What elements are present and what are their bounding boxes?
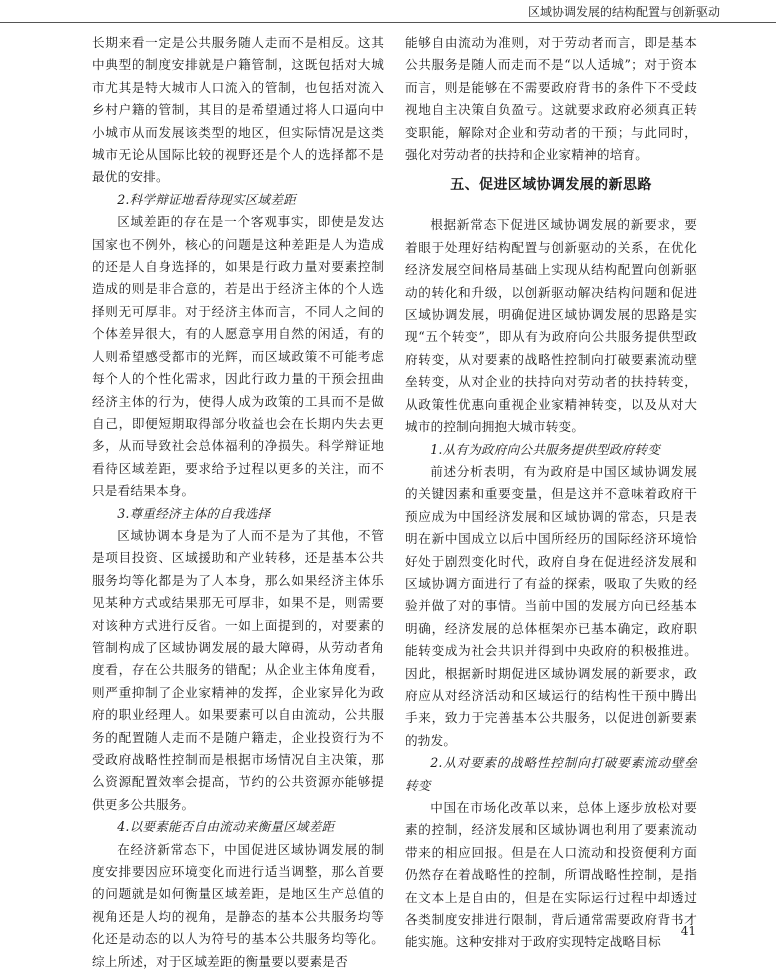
page-number: 41 [680, 924, 696, 938]
subheading: 3.尊重经济主体的自我选择 [117, 505, 271, 521]
right-column [405, 32, 697, 954]
subheading: 1.从有为政府向公共服务提供型政府转变 [430, 441, 661, 457]
running-title: 区域协调发展的结构配置与创新驱动 [527, 5, 720, 19]
left-column [92, 32, 384, 973]
running-header [0, 0, 776, 23]
subheading: 4.以要素能否自由流动来衡量区域差距 [117, 819, 335, 835]
subheading: 2.科学辩证地看待现实区域差距 [117, 191, 296, 207]
paragraph: 能够自由流动为准则，对于劳动者而言，即是基本公共服务是随人而走而不是“以人适城”；对于资本而言，则是能够在不需要政府背书的条件下不受歧视地自主决策自负盈亏。这就要求政府必须真正转变职能，解除对企业和劳动者的干预；与此同时，强化对劳动者的扶持和企业家精神的培育。 [405, 35, 697, 163]
paragraph: 根据新常态下促进区域协调发展的新要求，要着眼于处理好结构配置与创新驱动的关系，在优化经济发展空间格局基础上实现从结构配置向创新驱动的转化和升级，以创新驱动解决结构问题和促进区域协调发展，明确促进区域协调发展的思路是实现“五个转变”，即从有为政府向公共服务提供型政府转变，从对要素的战略性控制向打破要素流动壁垒转变，从对企业的扶持向对劳动者的扶持转变，从政策性优惠向重视企业家精神转变，以及从对大城市的控制向拥抱大城市转变。 [405, 217, 697, 435]
paragraph: 区域协调本身是为了人而不是为了其他，不管是项目投资、区域援助和产业转移，还是基本公共服务均等化都是为了人本身，那么如果经济主体乐见某种方式或结果那无可厚非，如果不是，则需要对该种方式进行反省。一如上面提到的，对要素的管制构成了区域协调发展的最大障碍，从劳动者角度看，存在公共服务的错配；从企业主体角度看，则严重抑制了企业家精神的发挥，企业家异化为政府的职业经理人。如果要素可以自由流动，公共服务的配置随人走而不是随户籍走，企业投资行为不受政府战略性控制而是根据市场情况自主决策，那么资源配置效率会提高，节约的公共资源亦能够提供更多公共服务。 [92, 527, 384, 812]
section-title: 五、促进区域协调发展的新思路 [450, 177, 652, 194]
paragraph: 前述分析表明，有为政府是中国区域协调发展的关键因素和重要变量，但是这并不意味着政府干预应成为中国经济发展和区域协调的常态，只是表明在新中国成立以后中国所经历的国际经济环境恰好处于剧烈变化时代，政府自身在促进经济发展和区域协调方面进行了有益的探索，吸取了失败的经验并做了对的事情。当前中国的发展方向已经基本明确，经济发展的总体框架亦已基本确定，政府职能转变成为社会共识并得到中央政府的积极推进。因此，根据新时期促进区域协调发展的新要求，政府应从对经济活动和区域运行的结构性干预中腾出手来，致力于完善基本公共服务，以促进创新要素的勃发。 [405, 463, 697, 748]
paragraph: 在经济新常态下，中国促进区域协调发展的制度安排要因应环境变化而进行适当调整，那么首要的问题就是如何衡量区域差距，是地区生产总值的视角还是人均的视角，是静态的基本公共服务均等化还是动态的以人为符号的基本公共服务均等化。综上所述，对于区域差距的衡量要以要素是否 [92, 841, 384, 969]
paragraph: 区域差距的存在是一个客观事实，即使是发达国家也不例外，核心的问题是这种差距是人为造成的还是人自身选择的，如果是行政力量对要素控制造成的则是非合意的，若是出于经济主体的个人选择则无可厚非。对于经济主体而言，不同人之间的个体差异很大，有的人愿意享用自然的闲适，有的人则希望感受都市的光辉，而区域政策不可能考虑每个人的个性化需求，因此行政力量的干预会扭曲经济主体的行为，使得人成为政策的工具而不是做自己，即便短期取得部分收益也会在长期内失去更多，从而导致社会总体福利的净损失。科学辩证地看待区域差距，要求给予过程以更多的关注，而不只是看结果本身。 [92, 214, 384, 499]
paragraph: 长期来看一定是公共服务随人走而不是相反。这其中典型的制度安排就是户籍管制，这既包括对大城市尤其是特大城市人口流入的管制，也包括对流入乡村户籍的管制，其目的是希望通过将人口逼向中小城市从而发展该类型的地区，但实际情况是这类城市无论从国际比较的视野还是个人的选择都不是最优的安排。 [92, 35, 384, 185]
paragraph: 中国在市场化改革以来，总体上逐步放松对要素的控制，经济发展和区域协调也利用了要素流动带来的相应回报。但是在人口流动和投资便利方面仍然存在着战略性的控制，所谓战略性控制，是指在文本上是自由的，但是在实际运行过程中却透过各类制度安排进行限制，背后通常需要政府背书才能实施。这种安排对于政府实现特定战略目标 [405, 800, 697, 950]
subheading: 2.从对要素的战略性控制向打破要素流动壁垒转变 [405, 755, 697, 793]
